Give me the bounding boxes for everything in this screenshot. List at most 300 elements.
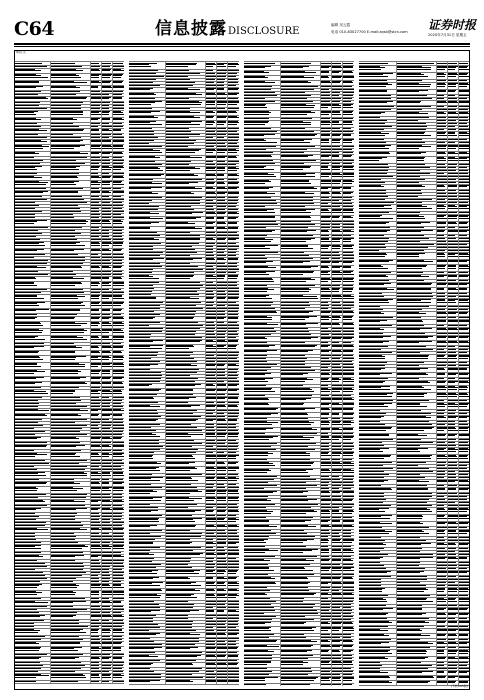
table-row (244, 287, 354, 294)
text-line (206, 358, 216, 359)
text-line (113, 446, 124, 447)
table-cell (217, 489, 228, 496)
text-line (51, 677, 86, 678)
table-cell (332, 270, 343, 277)
text-line (102, 373, 110, 374)
text-line (113, 639, 122, 640)
text-line (166, 671, 198, 672)
table-cell (91, 281, 102, 288)
text-line (166, 543, 190, 544)
text-line (244, 124, 265, 125)
text-line (14, 560, 37, 561)
text-line (228, 436, 238, 437)
text-line (228, 308, 239, 309)
text-line (102, 347, 113, 348)
text-line (217, 188, 227, 189)
text-line (343, 98, 352, 99)
table-cell (102, 180, 113, 187)
table-cell (51, 165, 91, 172)
text-line (321, 281, 328, 282)
text-line (206, 656, 216, 657)
text-line (14, 260, 48, 261)
text-line (51, 163, 85, 164)
table-cell (166, 466, 206, 473)
text-line (228, 652, 237, 653)
text-line (91, 148, 101, 149)
text-line (91, 419, 102, 420)
text-line (14, 214, 35, 215)
text-line (332, 231, 342, 232)
text-line (217, 511, 225, 512)
text-line (321, 224, 330, 225)
text-line (206, 246, 213, 247)
text-line (206, 157, 216, 158)
table-cell (228, 120, 239, 127)
text-line (206, 164, 215, 165)
text-line (91, 410, 99, 411)
text-line (91, 108, 100, 109)
text-line (113, 82, 122, 83)
text-line (102, 227, 112, 228)
text-line (102, 469, 112, 470)
text-line (217, 378, 227, 379)
text-line (129, 526, 150, 527)
text-line (217, 668, 228, 669)
text-line (343, 258, 354, 259)
table-cell (102, 590, 113, 597)
text-line (91, 587, 101, 588)
table-cell (91, 165, 102, 172)
text-line (166, 656, 197, 657)
text-line (206, 511, 213, 512)
text-line (113, 513, 122, 514)
table-cell (102, 646, 113, 653)
text-line (113, 403, 121, 404)
text-line (113, 305, 121, 306)
text-line (206, 430, 215, 431)
text-line (129, 255, 160, 256)
text-line (129, 627, 160, 628)
text-line (206, 530, 217, 531)
text-line (102, 400, 111, 401)
text-line (14, 352, 38, 353)
text-line (281, 291, 309, 292)
text-line (129, 427, 151, 428)
text-line (217, 197, 225, 198)
text-line (281, 188, 316, 189)
text-line (129, 206, 159, 207)
table-cell (244, 208, 281, 215)
text-line (129, 246, 153, 247)
text-line (91, 533, 99, 534)
text-line (129, 671, 154, 672)
text-line (113, 160, 124, 161)
text-line (51, 533, 74, 534)
text-line (102, 428, 110, 429)
table-cell (244, 270, 281, 277)
text-line (228, 543, 236, 544)
text-line (228, 278, 237, 279)
text-line (14, 148, 43, 149)
text-line (51, 431, 80, 432)
table-cell (91, 369, 102, 376)
text-line (228, 507, 238, 508)
table-cell (91, 335, 102, 342)
text-line (129, 630, 149, 631)
table-cell (113, 362, 124, 369)
table-cell (321, 277, 332, 284)
text-line (228, 627, 236, 628)
text-line (228, 235, 239, 236)
text-line (217, 124, 224, 125)
text-line (102, 148, 112, 149)
table-cell (281, 120, 321, 127)
text-line (166, 128, 188, 129)
text-line (113, 130, 121, 131)
text-line (91, 425, 98, 426)
text-line (102, 490, 111, 491)
table-cell (206, 120, 217, 127)
text-line (206, 644, 215, 645)
text-line (217, 112, 227, 113)
text-line (166, 440, 193, 441)
text-line (217, 681, 228, 682)
text-line (206, 137, 213, 138)
text-line (206, 337, 217, 338)
text-line (206, 239, 215, 240)
text-line (102, 105, 109, 106)
table-row (14, 301, 124, 308)
text-line (166, 420, 195, 421)
text-line (228, 567, 239, 568)
text-line (102, 343, 110, 344)
text-line (113, 483, 122, 484)
text-line (343, 231, 354, 232)
text-line (206, 128, 216, 129)
table-cell (113, 471, 124, 478)
text-line (91, 141, 102, 142)
text-line (166, 76, 188, 77)
text-line (113, 292, 124, 293)
text-line (217, 140, 228, 141)
text-line (14, 98, 48, 99)
text-line (244, 169, 274, 170)
text-line (217, 470, 226, 471)
table-cell (332, 277, 343, 284)
table-cell (14, 471, 51, 478)
table-cell (102, 673, 113, 680)
text-line (228, 634, 237, 635)
table-cell (244, 120, 281, 127)
text-line (217, 294, 226, 295)
text-line (14, 397, 42, 398)
text-line (206, 372, 217, 373)
text-line (321, 298, 330, 299)
text-line (206, 413, 213, 414)
text-line (91, 450, 101, 451)
table-cell (166, 569, 206, 576)
table-cell (217, 466, 228, 473)
text-line (217, 143, 225, 144)
text-line (217, 239, 225, 240)
text-line (91, 77, 99, 78)
text-line (206, 410, 215, 411)
issue-date: 2020年7月31日 星期五 (428, 33, 467, 37)
text-line (113, 271, 122, 272)
text-line (14, 602, 48, 603)
text-line (91, 192, 100, 193)
table-cell (51, 281, 91, 288)
text-line (113, 188, 121, 189)
text-line (228, 152, 237, 153)
table-cell (343, 294, 354, 301)
text-line (14, 422, 38, 423)
text-line (129, 372, 161, 373)
table-row (244, 294, 354, 301)
text-line (343, 285, 353, 286)
text-line (206, 66, 213, 67)
text-line (343, 212, 354, 213)
text-line (206, 152, 214, 153)
text-line (228, 206, 236, 207)
table-cell (113, 241, 124, 248)
text-line (228, 157, 237, 158)
text-line (102, 620, 110, 621)
table-cell (129, 476, 166, 483)
text-line (217, 484, 224, 485)
text-line (91, 475, 101, 476)
text-line (14, 94, 38, 95)
text-line (129, 302, 163, 303)
table-cell (228, 432, 239, 439)
text-line (244, 241, 271, 242)
text-line (102, 681, 110, 682)
text-line (91, 239, 101, 240)
table-cell (113, 294, 124, 301)
table-row (14, 680, 124, 683)
text-line (129, 146, 162, 147)
table-cell (217, 476, 228, 483)
text-line (281, 118, 312, 119)
text-line (166, 157, 202, 158)
text-line (51, 188, 83, 189)
text-line (14, 587, 37, 588)
text-line (129, 285, 153, 286)
text-line (14, 199, 47, 200)
table-row (244, 172, 354, 179)
text-line (228, 601, 239, 602)
text-line (228, 243, 236, 244)
text-line (217, 452, 224, 453)
table-cell (113, 628, 124, 635)
text-line (217, 252, 224, 253)
text-line (14, 658, 39, 659)
text-line (113, 91, 123, 92)
text-line (91, 208, 99, 209)
text-line (244, 206, 265, 207)
text-line (244, 231, 272, 232)
text-line (14, 569, 35, 570)
table-row (14, 452, 124, 459)
text-line (206, 573, 216, 574)
text-line (129, 209, 158, 210)
text-line (228, 484, 236, 485)
text-line (217, 398, 225, 399)
text-line (91, 173, 98, 174)
text-line (51, 173, 78, 174)
text-line (51, 148, 73, 149)
table-cell (91, 680, 102, 683)
text-line (166, 664, 192, 665)
text-line (129, 385, 149, 386)
table-row (14, 471, 124, 478)
table-cell (14, 452, 51, 459)
text-line (14, 636, 45, 637)
text-line (217, 134, 226, 135)
text-line (166, 660, 196, 661)
table-row (129, 274, 239, 281)
text-line (281, 152, 304, 153)
text-line (102, 214, 111, 215)
text-line (113, 325, 124, 326)
table-cell (332, 208, 343, 215)
text-line (113, 352, 122, 353)
table-cell (14, 110, 51, 117)
text-line (343, 200, 351, 201)
text-line (51, 578, 75, 579)
text-line (91, 632, 98, 633)
text-line (113, 285, 124, 286)
text-line (51, 250, 74, 251)
text-line (206, 355, 214, 356)
text-line (343, 206, 353, 207)
text-line (91, 137, 100, 138)
text-line (217, 334, 225, 335)
text-line (166, 232, 189, 233)
text-line (129, 223, 151, 224)
text-line (51, 569, 83, 570)
table-cell (281, 270, 321, 277)
text-line (244, 156, 272, 157)
text-line (129, 573, 157, 574)
text-line (166, 533, 202, 534)
text-line (129, 70, 158, 71)
table-row (244, 179, 354, 186)
text-line (244, 142, 277, 143)
table-row (14, 590, 124, 597)
table-cell (206, 148, 217, 155)
table-cell (51, 321, 91, 328)
text-line (206, 611, 215, 612)
text-line (244, 86, 272, 87)
text-line (228, 615, 239, 616)
text-line (206, 500, 214, 501)
text-line (102, 483, 109, 484)
text-line (14, 643, 39, 644)
text-line (166, 358, 194, 359)
text-line (113, 665, 123, 666)
table-cell (129, 581, 166, 588)
text-line (129, 674, 161, 675)
text-line (14, 343, 44, 344)
table-row (129, 100, 239, 107)
text-line (102, 305, 112, 306)
table-cell (206, 569, 217, 576)
text-line (228, 480, 237, 481)
table-cell (166, 496, 206, 503)
text-line (228, 638, 239, 639)
text-line (217, 73, 226, 74)
text-line (102, 239, 111, 240)
text-line (166, 413, 193, 414)
text-line (228, 197, 238, 198)
text-line (113, 536, 123, 537)
text-line (228, 390, 237, 391)
text-line (129, 188, 151, 189)
text-line (51, 501, 84, 502)
text-line (14, 217, 35, 218)
text-line (343, 146, 354, 147)
text-line (343, 156, 351, 157)
text-line (228, 365, 239, 366)
text-line (102, 442, 111, 443)
text-line (102, 501, 112, 502)
text-line (244, 235, 267, 236)
text-line (321, 128, 331, 129)
text-line (343, 227, 354, 228)
table-row (129, 166, 239, 173)
text-line (206, 621, 216, 622)
text-line (102, 522, 110, 523)
text-line (91, 254, 98, 255)
text-line (166, 597, 197, 598)
text-line (166, 355, 189, 356)
text-line (166, 436, 191, 437)
text-line (51, 192, 77, 193)
text-line (332, 183, 340, 184)
text-line (281, 86, 317, 87)
text-line (206, 547, 213, 548)
text-line (166, 82, 195, 83)
text-line (113, 123, 122, 124)
text-line (51, 352, 74, 353)
text-line (206, 112, 215, 113)
table-cell (129, 100, 166, 107)
text-line (217, 474, 226, 475)
text-line (102, 665, 111, 666)
text-line (102, 359, 110, 360)
text-line (244, 67, 265, 68)
text-line (206, 269, 214, 270)
table-cell (102, 362, 113, 369)
text-line (206, 484, 214, 485)
text-line (321, 262, 331, 263)
table-cell (228, 148, 239, 155)
text-line (14, 318, 35, 319)
text-line (166, 644, 195, 645)
table-cell (51, 219, 91, 226)
text-line (129, 430, 156, 431)
text-line (228, 458, 236, 459)
text-line (129, 318, 153, 319)
table-cell (91, 294, 102, 301)
text-line (14, 650, 39, 651)
text-line (91, 406, 100, 407)
text-line (321, 160, 331, 161)
text-line (14, 606, 47, 607)
text-line (217, 337, 225, 338)
text-line (113, 236, 122, 237)
